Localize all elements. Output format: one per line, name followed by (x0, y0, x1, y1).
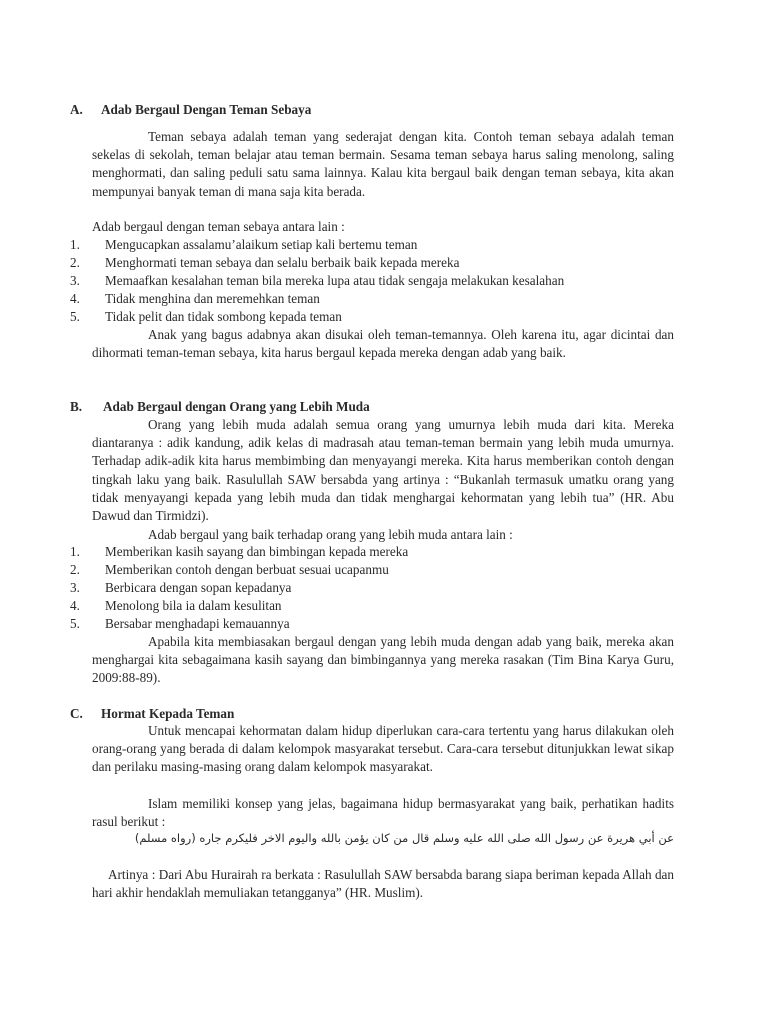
list-item (70, 561, 389, 579)
list-text: Menghormati teman sebaya dan selalu berbaik baik kepada mereka (105, 255, 460, 270)
section-a-heading (70, 102, 311, 118)
list-number: 2. (70, 562, 80, 577)
section-a-paragraph-2: Anak yang bagus adabnya akan disukai oleh teman-temannya. Oleh karena itu, agar dicintai dan dihormati teman-teman sebaya, kita harus bergaul kepada mereka dengan adab yang baik. (92, 327, 674, 361)
list-item (70, 615, 290, 633)
list-number: 5. (70, 616, 80, 631)
section-c-letter: C. (70, 706, 83, 721)
section-b-paragraph-2: Apabila kita membiasakan bergaul dengan yang lebih muda dengan adab yang baik, mereka akan menghargai kita sebagaimana kasih sayang dan bimbingannya yang mereka rasakan (Tim Bina Karya Guru, 2009:88-89). (92, 634, 674, 686)
hadith-arabic-text: عن أبي هريرة عن رسول الله صلى الله عليه وسلم قال من كان يؤمن بالله واليوم الاخر فليكرم جاره (رواه مسلم) (134, 831, 674, 845)
list-text: Memberikan kasih sayang dan bimbingan kepada mereka (105, 544, 409, 559)
section-c-paragraph-1: Untuk mencapai kehormatan dalam hidup diperlukan cara-cara tertentu yang harus dilakukan oleh orang-orang yang berada di dalam kelompok masyarakat tersebut. Cara-cara tersebut ditunjukkan lewat sikap dan perilaku masing-masing orang dalam kelompok masyarakat. (92, 723, 674, 775)
list-number: 1. (70, 544, 80, 559)
list-text: Tidak menghina dan meremehkan teman (105, 291, 320, 306)
list-item (70, 254, 459, 272)
section-c-heading (70, 706, 234, 722)
list-number: 3. (70, 580, 80, 595)
list-text: Bersabar menghadapi kemauannya (105, 616, 290, 631)
section-b-title: Adab Bergaul dengan Orang yang Lebih Muda (103, 399, 370, 414)
list-text: Memaafkan kesalahan teman bila mereka lupa atau tidak sengaja melakukan kesalahan (105, 273, 565, 288)
hadith-translation: Artinya : Dari Abu Hurairah ra berkata : Rasulullah SAW bersabda barang siapa beriman kepada Allah dan hari akhir hendaklah memuliakan tetangganya” (HR. Muslim). (92, 867, 674, 901)
section-c-title: Hormat Kepada Teman (101, 706, 235, 721)
section-a-title: Adab Bergaul Dengan Teman Sebaya (101, 102, 312, 117)
list-number: 5. (70, 309, 80, 324)
list-item (70, 290, 320, 308)
list-text: Mengucapkan assalamu’alaikum setiap kali bertemu teman (105, 237, 418, 252)
list-number: 1. (70, 237, 80, 252)
list-number: 4. (70, 598, 80, 613)
list-number: 3. (70, 273, 80, 288)
list-item (70, 579, 291, 597)
list-item (70, 272, 564, 290)
section-b-heading (70, 399, 370, 415)
list-text: Menolong bila ia dalam kesulitan (105, 598, 282, 613)
list-item (70, 236, 417, 254)
list-number: 2. (70, 255, 80, 270)
section-b-letter: B. (70, 399, 83, 414)
section-b-paragraph-1: Orang yang lebih muda adalah semua orang yang umurnya lebih muda dari kita. Mereka diantaranya : adik kandung, adik kelas di madrasah atau teman-teman bermain yang lebih muda umurnya. Terhadap adik-adik kita harus membimbing dan menyayangi mereka. Kita harus memberikan contoh dengan tingkah laku yang baik. Rasulullah SAW bersabda yang artinya : “Bukanlah termasuk umatku orang yang tidak menyayangi kepada yang lebih muda dan tidak menghargai kehormatan yang lebih tua” (HR. Abu Dawud dan Tirmidzi). (92, 417, 674, 524)
list-item (70, 597, 282, 615)
list-item (70, 543, 408, 561)
section-a-letter: A. (70, 102, 83, 117)
section-c-paragraph-2: Islam memiliki konsep yang jelas, bagaimana hidup bermasyarakat yang baik, perhatikan hadits rasul berikut : (92, 796, 674, 830)
section-a-list-intro: Adab bergaul dengan teman sebaya antara lain : (92, 219, 345, 234)
list-item (70, 308, 342, 326)
section-b-list-intro: Adab bergaul yang baik terhadap orang yang lebih muda antara lain : (148, 527, 513, 542)
list-text: Memberikan contoh dengan berbuat sesuai ucapanmu (105, 562, 389, 577)
list-text: Tidak pelit dan tidak sombong kepada teman (105, 309, 342, 324)
list-number: 4. (70, 291, 80, 306)
section-a-paragraph-1: Teman sebaya adalah teman yang sederajat dengan kita. Contoh teman sebaya adalah teman sekelas di sekolah, teman belajar atau teman bermain. Sesama teman sebaya harus saling menolong, saling menghormati, dan saling peduli satu sama lainnya. Kalau kita bergaul baik dengan teman sebaya, kita akan mempunyai banyak teman di mana saja kita berada. (92, 129, 674, 199)
list-text: Berbicara dengan sopan kepadanya (105, 580, 292, 595)
